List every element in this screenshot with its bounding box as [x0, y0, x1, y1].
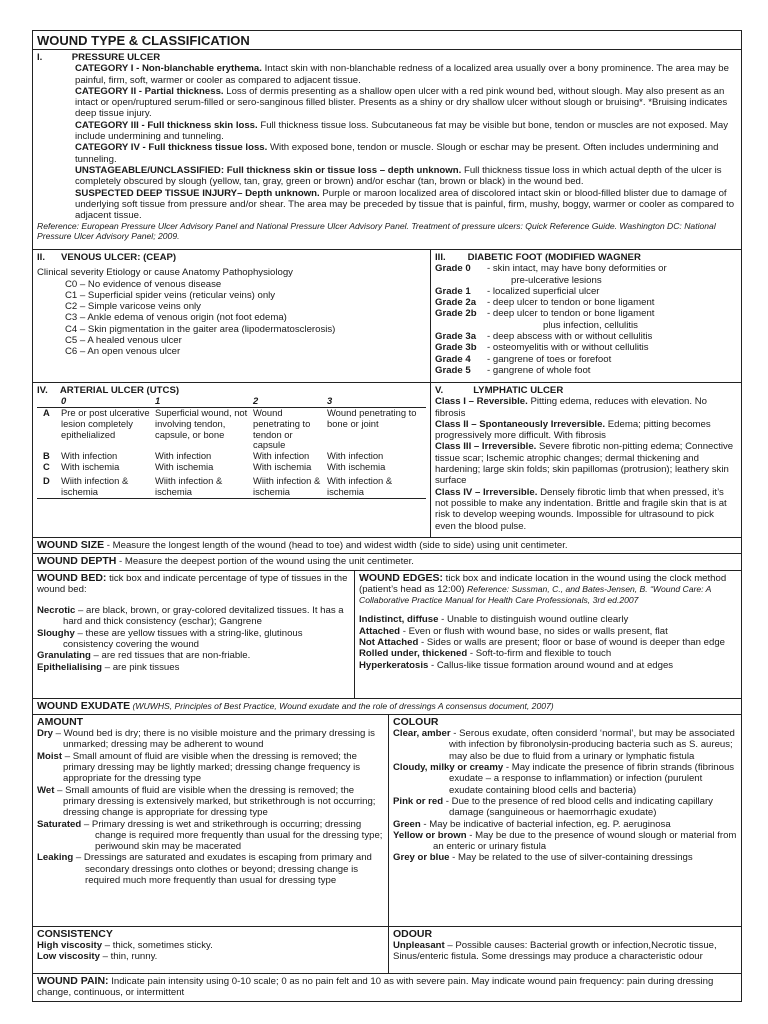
lymph-class-2 [435, 419, 737, 442]
arterial-cell: With infection [327, 450, 384, 462]
wet-label: Wet [37, 784, 55, 796]
consistency-heading: CONSISTENCY [37, 927, 113, 940]
grade-row [435, 297, 737, 308]
edge-indistinct [359, 614, 737, 625]
unstageable [37, 165, 737, 188]
odour-heading: ODOUR [393, 927, 433, 940]
green-label: Green [393, 818, 421, 830]
grade-label: Grade 2b [435, 308, 477, 320]
arterial-cell: Wiith infection & ischemia [253, 474, 321, 497]
diabetic-foot-section [431, 250, 741, 382]
wound-bed-section [33, 571, 355, 698]
wound-pain-label: WOUND PAIN: [37, 974, 109, 987]
venous-item: C3 – Ankle edema of venous origin (not foot edema) [65, 312, 287, 324]
exudate-reference: (WUWHS, Principles of Best Practice, Wound exudate and the role of dressings A consensus document, 2007) [130, 700, 554, 711]
saturated-label: Saturated [37, 818, 82, 830]
arterial-row [37, 473, 426, 498]
edge-rolled [359, 648, 737, 659]
moist-label: Moist [37, 750, 63, 762]
leaking-label: Leaking [37, 852, 74, 864]
arterial-cell: D [43, 474, 50, 486]
pressure-reference: Reference: European Pressure Ulcer Advisory Panel and National Pressure Ulcer Advisory Panel. Treatment of pressure ulcers: Quick Reference Guide. Washington DC: National Pressure Ulcer Advisory Panel; 2009. [37, 221, 716, 242]
exudate-label: WOUND EXUDATE [37, 699, 131, 712]
venous-item: C4 – Skin pigmentation in the gaiter area (lipodermatosclerosis) [65, 323, 336, 335]
grade-label: Grade 4 [435, 353, 471, 365]
arterial-heading [37, 385, 426, 396]
sloughy-label: Sloughy [37, 627, 75, 639]
sloughy-text: – these are yellow tissues with a string-like, glutinous consistency covering the wound [63, 627, 303, 651]
cloudy-label: Cloudy, milky or creamy [393, 762, 504, 774]
grade-label: Grade 0 [435, 263, 471, 275]
wound-edges-intro-text: tick box and indicate location in the wound using the clock method (patient’s head as 12:00) [359, 572, 727, 595]
edge-hyperkeratosis [359, 660, 737, 671]
lymph-c1-text: Pitting edema, reduces with elevation. No fibrosis [435, 396, 707, 419]
grade-text: - gangrene of toes or forefoot [487, 353, 612, 365]
grade-row [435, 365, 737, 376]
wound-depth-label: WOUND DEPTH [37, 555, 117, 568]
high-viscosity-label: High viscosity [37, 940, 103, 952]
category-1 [37, 63, 737, 86]
attached-text: - Even or flush with wound base, no sides or walls present, flat [400, 625, 668, 637]
arterial-header-cell: 1 [153, 396, 251, 407]
cat3-text: Full thickness tissue loss. Subcutaneous fat may be visible but bone, tendon or muscles are not exposed. May include undermining and tunneling. [75, 119, 729, 143]
arterial-cell: With ischemia [155, 461, 214, 473]
wound-edges-label: WOUND EDGES: [359, 571, 443, 584]
suspected-dti [37, 188, 737, 222]
arterial-cell: B [43, 450, 50, 462]
wound-exudate-heading [33, 699, 741, 715]
high-viscosity-text: – thick, sometimes sticky. [102, 940, 213, 952]
grade-row [435, 308, 737, 331]
granulating-label: Granulating [37, 650, 91, 662]
bed-sloughy [37, 628, 350, 651]
venous-roman: II. [37, 252, 45, 263]
odour-section [389, 927, 741, 973]
wound-bed-label: WOUND BED: [37, 571, 107, 584]
venous-ulcer-section [33, 250, 431, 382]
grade-row [435, 342, 737, 353]
consistency-low [37, 951, 384, 962]
grade-row [435, 331, 737, 342]
grade-text: - deep ulcer to tendon or bone ligament [487, 308, 655, 320]
yellow-text: - May be due to the presence of wound slough or material from an enteric or urinary fistula [433, 829, 737, 853]
wound-size-label: WOUND SIZE [37, 539, 105, 551]
venous-item: C5 – A healed venous ulcer [65, 335, 182, 347]
edge-not-attached [359, 637, 737, 648]
arterial-row [37, 462, 426, 473]
pressure-ulcer-heading [37, 52, 737, 63]
moist-text: – Small amount of fluid are visible when the dressing is removed; the primary dressing may be lightly marked; dressing change frequency is appropriate for the dressing type [62, 750, 361, 785]
clear-text: - Serous exudate, often considerd ‘normal’, but may be associated with infection by fibronolysin-producing bacteria such as S. aureus; may also be due to fluid from a urinary or lymphatic fistula [449, 728, 735, 762]
lymphatic-ulcer-section [431, 383, 741, 537]
arterial-cell: With ischemia [61, 461, 120, 473]
pink-label: Pink or red [393, 795, 444, 807]
cat1-label: CATEGORY I - Non-blanchable erythema. [75, 63, 262, 75]
grade-text: - gangrene of whole foot [487, 364, 591, 376]
odour-unpleasant [393, 940, 737, 963]
arterial-header-cell: 3 [325, 396, 426, 407]
colour-heading: COLOUR [393, 715, 439, 728]
arterial-roman: IV. [37, 385, 48, 396]
wet-text: – Small amounts of fluid are visible when the dressing is removed; the primary dressing is extensively marked, but strikethrough is not occurring; dressing change is appropriate for dressing type [54, 784, 376, 819]
hyperkeratosis-label: Hyperkeratosis [359, 659, 429, 671]
arterial-cell: Wound penetrating to tendon or capsule [253, 407, 311, 451]
bed-granulating [37, 650, 350, 661]
arterial-table-bottom-rule [37, 498, 426, 499]
arterial-ulcer-section [33, 383, 431, 537]
arterial-cell: C [43, 461, 50, 473]
amount-dry [37, 728, 384, 751]
green-text: - May be indicative of bacterial infection, eg. P. aeruginosa [420, 818, 671, 830]
wound-depth-text: - Measure the deepest portion of the wound using the unit centimeter. [116, 556, 414, 568]
wound-bed-intro [37, 573, 350, 596]
grade-text-2: plus infection, cellulitis [543, 319, 638, 331]
indistinct-text: - Unable to distinguish wound outline clearly [438, 614, 629, 626]
arterial-cell: With infection [253, 450, 310, 462]
wound-size-text: - Measure the longest length of the wound (head to toe) and widest width (side to side) using unit centimeter. [104, 540, 568, 551]
necrotic-text: – are black, brown, or gray-colored devitalized tissues. It has a hard and thick consistency (eschar); Gangrene [63, 605, 344, 628]
cat2-label: CATEGORY II - Partial thickness. [75, 85, 224, 97]
arterial-cell: With infection [61, 450, 118, 462]
grade-row [435, 354, 737, 365]
arterial-heading-text: ARTERIAL ULCER (UTCS) [59, 385, 180, 396]
cat2-text: Loss of dermis presenting as a shallow open ulcer with a red pink wound bed, without slough. May also present as an intact or open/ruptured serum-filled or sero-sanginous filled blister. Presents as a shiny or dry shallow ulcer without slough or bruising*. *Bruising indicates deep tissue injury. [75, 85, 728, 120]
lymph-class-1 [435, 396, 737, 419]
colour-green [393, 819, 737, 830]
lymphatic-roman: V. [435, 385, 444, 396]
grade-label: Grade 1 [435, 285, 471, 297]
diabetic-heading [435, 252, 737, 263]
arterial-cell: Wiith infection & ischemia [61, 474, 129, 497]
not-attached-text: - Sides or walls are present; floor or base of wound is deeper than edge [418, 637, 725, 649]
low-viscosity-text: – thin, runny. [99, 951, 158, 963]
epithelialising-text: – are pink tissues [102, 661, 180, 673]
arterial-table [37, 396, 426, 497]
clear-label: Clear, amber [393, 728, 451, 740]
wound-pain-text: Indicate pain intensity using 0-10 scale; 0 as no pain felt and 10 as with severe pain. May indicate wound pain frequency: pain during dressing change, continuous, or intermittent [37, 975, 714, 999]
leaking-text: – Dressings are saturated and exudates is escaping from primary and secondary dressings onto clothes or beyond; dressing change is required much more frequently than usual for dressing type [73, 852, 372, 887]
lymph-c4-label: Class IV – Irreversible. [435, 486, 538, 498]
amount-wet [37, 785, 384, 819]
grey-label: Grey or blue [393, 852, 450, 864]
category-2 [37, 86, 737, 120]
page-title: WOUND TYPE & CLASSIFICATION [33, 31, 741, 50]
grade-text: - deep ulcer to tendon or bone ligament [487, 297, 655, 309]
saturated-text: – Primary dressing is wet and strikethrough is occurring; dressing change is required more frequently than usual for the dressing type; periwound skin may be macerated [81, 818, 383, 853]
arterial-row [37, 408, 426, 452]
consistency-odour-row [33, 927, 741, 974]
consistency-high [37, 940, 384, 951]
unst-text: Full thickness tissue loss in which actual depth of the ulcer is completely obscured by slough (yellow, tan, gray, green or brown) and/or eschar (tan, brown or black) in the wound bed. [75, 164, 722, 188]
wound-edges-intro [359, 573, 737, 607]
arterial-cell: With infection [155, 450, 212, 462]
venous-columns: Clinical severity Etiology or cause Anatomy Pathophysiology [37, 267, 293, 279]
lymph-class-4 [435, 487, 737, 532]
arterial-cell: Superficial wound, not involving tendon, capsule, or bone [155, 407, 248, 440]
bed-necrotic [37, 605, 350, 628]
hyperkeratosis-text: - Callus-like tissue formation around wound and at edges [428, 659, 674, 671]
amount-saturated [37, 819, 384, 853]
arterial-cell: A [43, 407, 50, 419]
cat4-label: CATEGORY IV - Full thickness tissue loss. [75, 142, 268, 154]
pressure-ulcer-section [33, 50, 741, 250]
arterial-header-row [37, 396, 426, 407]
wound-edges-reference: Reference: Sussman, C., and Bates-Jensen, B. “Wound Care: A Collaborative Practice Manual for Health Care Professionals, 3rd ed.2007 [359, 583, 712, 606]
venous-list [37, 279, 426, 358]
sdti-text: Purple or maroon localized area of discolored intact skin or blood-filled blister due to damage of underlying soft tissue from pressure and/or shear. The area may be preceded by tissue that is painful, firm, mushy, boggy, warmer or cooler as compared to adjacent tissue. [75, 187, 735, 222]
cat3-label: CATEGORY III - Full thickness skin loss. [75, 119, 258, 131]
bed-epithelialising [37, 662, 350, 673]
arterial-cell: Wound penetrating to bone or joint [327, 407, 417, 429]
amount-colour-row [33, 715, 741, 927]
arterial-cell: With ischemia [327, 461, 386, 473]
grade-label: Grade 2a [435, 297, 477, 309]
grade-text-2: pre-ulcerative lesions [511, 274, 602, 286]
arterial-cell: Pre or post ulcerative lesion completely epithelialized [61, 407, 150, 440]
colour-cloudy [393, 762, 737, 796]
wound-bed-intro-text: tick box and indicate percentage of type of tissues in the wound bed: [37, 572, 348, 595]
not-attached-label: Not Attached [359, 637, 419, 649]
wound-classification-sheet [32, 30, 742, 1002]
pressure-heading-text: PRESSURE ULCER [71, 52, 161, 63]
bed-edges-row [33, 571, 741, 699]
amount-leaking [37, 852, 384, 886]
lymph-c2-label: Class II – Spontaneously Irreversible. [435, 418, 606, 430]
grade-row [435, 286, 737, 297]
colour-clear [393, 728, 737, 762]
lymph-c1-label: Class I – Reversible. [435, 396, 528, 408]
grade-text: - localized superficial ulcer [487, 285, 600, 297]
arterial-header-cell [37, 396, 59, 407]
necrotic-label: Necrotic [37, 605, 76, 617]
unpleasant-text: – Possible causes: Bacterial growth or infection,Necrotic tissue, Sinus/enteric fistula. Some dressings may produce a characteristic odour [393, 940, 717, 963]
cat1-text: Intact skin with non-blanchable redness of a localized area usually over a bony prominence. The area may be painful, firm, soft, warmer or cooler as compared to adjacent tissue. [75, 63, 729, 86]
wound-edges-section [355, 571, 741, 698]
colour-section [389, 715, 741, 926]
amount-section [33, 715, 389, 926]
edge-attached [359, 626, 737, 637]
grade-text: - skin intact, may have bony deformities or [487, 263, 667, 275]
lymph-c4-text: Densely fibrotic limb that when pressed, it’s not possible to make any indentation. Brittle and fragile skin that is at risk to develop weeping wounds. Impossible for ultrasound to pick even the blood pulse. [435, 486, 727, 532]
lymphatic-heading-text: LYMPHATIC ULCER [473, 385, 564, 396]
colour-pink [393, 796, 737, 819]
rolled-text: - Soft-to-firm and flexible to touch [467, 648, 612, 660]
grade-row [435, 263, 737, 286]
dry-text: – Wound bed is dry; there is no visible moisture and the primary dressing is unmarked; dressing may be adherent to wound [53, 728, 375, 751]
rolled-label: Rolled under, thickened [359, 648, 468, 660]
colour-grey [393, 852, 737, 863]
unpleasant-label: Unpleasant [393, 940, 445, 952]
venous-diabetic-row [33, 250, 741, 383]
dry-label: Dry [37, 728, 53, 740]
venous-heading-text: VENOUS ULCER: (CEAP) [61, 252, 177, 263]
wound-size-row [33, 538, 741, 554]
cloudy-text: - May indicate the presence of fibrin strands (fibrinous exudate – a response to inflammation) or infection (purulent exudate containing blood cells and bacteria) [449, 762, 735, 796]
venous-item: C2 – Simple varicose veins only [65, 301, 201, 313]
lymphatic-heading [435, 385, 737, 396]
grade-text: - deep abscess with or without cellulitis [487, 331, 653, 343]
arterial-header-cell: 0 [59, 396, 153, 407]
grade-label: Grade 3a [435, 331, 477, 343]
pressure-roman: I. [37, 52, 43, 63]
wound-pain-row [33, 974, 741, 1002]
colour-yellow [393, 830, 737, 853]
arterial-lymphatic-row [33, 383, 741, 538]
yellow-label: Yellow or brown [393, 829, 467, 841]
venous-item: C6 – An open venous ulcer [65, 346, 181, 358]
grade-label: Grade 5 [435, 364, 471, 376]
wound-depth-row [33, 554, 741, 570]
grade-label: Grade 3b [435, 342, 477, 354]
granulating-text: – are red tissues that are non-friable. [90, 650, 251, 662]
grey-text: - May be related to the use of silver-containing dressings [449, 852, 693, 864]
epithelialising-label: Epithelialising [37, 661, 103, 673]
lymph-class-3 [435, 441, 737, 486]
arterial-cell: With infection & ischemia [327, 474, 393, 497]
indistinct-label: Indistinct, diffuse [359, 614, 439, 626]
low-viscosity-label: Low viscosity [37, 951, 100, 963]
unst-label: UNSTAGEABLE/UNCLASSIFIED: Full thickness skin or tissue loss – depth unknown. [75, 164, 462, 176]
venous-item: C0 – No evidence of venous disease [65, 278, 222, 290]
amount-heading: AMOUNT [37, 715, 84, 728]
diabetic-heading-text: DIABETIC FOOT (MODIFIED WAGNER [467, 252, 641, 263]
consistency-section [33, 927, 389, 973]
venous-item: C1 – Superficial spider veins (reticular veins) only [65, 289, 276, 301]
amount-moist [37, 751, 384, 785]
lymph-c2-text: Edema; pitting becomes progressively more difficult. With fibrosis [435, 418, 711, 442]
lymph-c3-label: Class III – Irreversible. [435, 441, 537, 453]
venous-heading [37, 252, 426, 263]
pink-text: - Due to the presence of red blood cells and indicating capillary damage (sanguineous or haemorrhagic exudate) [443, 795, 713, 819]
sdti-label: SUSPECTED DEEP TISSUE INJURY– Depth unknown. [75, 187, 320, 199]
category-4 [37, 142, 737, 165]
category-3 [37, 120, 737, 143]
attached-label: Attached [359, 625, 401, 637]
arterial-cell: With ischemia [253, 461, 312, 473]
cat4-text: With exposed bone, tendon or muscle. Slough or eschar may be present. Often includes undermining and tunneling. [75, 142, 719, 165]
lymph-c3-text: Severe fibrotic non-pitting edema; Connective tissue scar; Ischemic atrophic changes; dermal thickening and hardening; large skin folds; skin papillomas (protrusion); leathery skin surface [435, 441, 734, 487]
arterial-cell: Wiith infection & ischemia [155, 474, 223, 497]
diabetic-roman: III. [435, 252, 446, 263]
arterial-header-cell: 2 [251, 396, 325, 407]
grade-text: - osteomyelitis with or without cellulitis [487, 342, 649, 354]
